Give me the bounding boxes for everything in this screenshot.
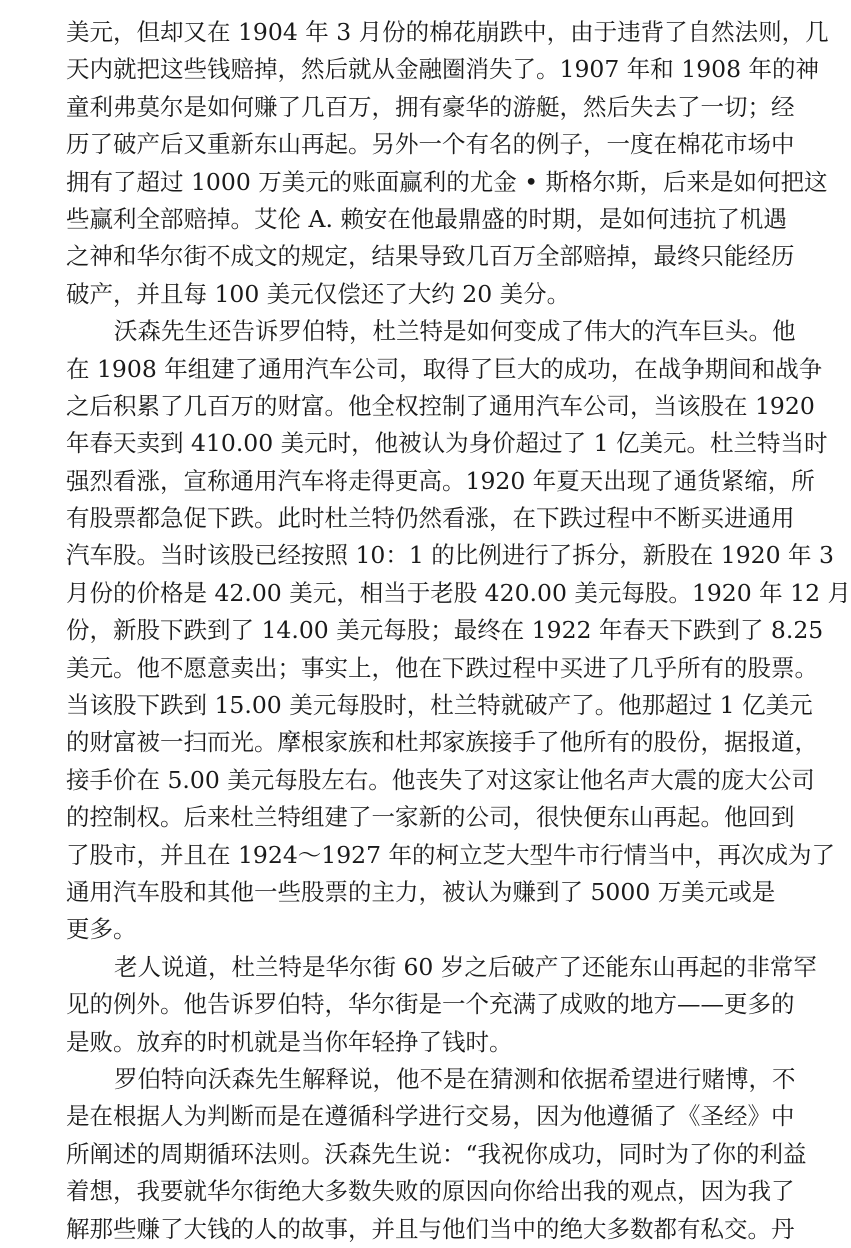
text-line: 当该股下跌到 15.00 美元每股时，杜兰特就破产了。他那超过 1 亿美元 [66,691,813,720]
text-line: 年春天卖到 410.00 美元时，他被认为身价超过了 1 亿美元。杜兰特当时 [66,429,828,458]
text-line: 沃森先生还告诉罗伯特，杜兰特是如何变成了伟大的汽车巨头。他 [114,317,796,346]
text-line: 更多。 [66,915,137,944]
text-line: 拥有了超过 1000 万美元的账面赢利的尤金 • 斯格尔斯，后来是如何把这 [66,167,828,196]
text-line: 在 1908 年组建了通用汽车公司，取得了巨大的成功，在战争期间和战争 [66,354,823,383]
text-line: 是败。放弃的时机就是当你年轻挣了钱时。 [66,1027,513,1056]
text-line: 些赢利全部赔掉。艾伦 A. 赖安在他最鼎盛的时期，是如何违抗了机遇 [66,204,787,233]
document-page [66,14,851,1248]
text-line: 是在根据人为判断而是在遵循科学进行交易，因为他遵循了《圣经》中 [66,1102,795,1131]
paragraph-2 [66,313,851,949]
text-line: 历了破产后又重新东山再起。另外一个有名的例子，一度在棉花市场中 [66,130,795,159]
text-line: 接手价在 5.00 美元每股左右。他丧失了对这家让他名声大震的庞大公司 [66,765,815,794]
paragraph-4 [66,1061,807,1248]
text-line: 通用汽车股和其他一些股票的主力，被认为赚到了 5000 万美元或是 [66,877,776,906]
text-line: 了股市，并且在 1924～1927 年的柯立芝大型牛市行情当中，再次成为了 [66,840,836,869]
paragraph-3 [66,949,817,1061]
text-line: 着想，我要就华尔街绝大多数失败的原因向你给出我的观点，因为我了 [66,1177,795,1206]
text-line: 解那些赚了大钱的人的故事，并且与他们当中的绝大多数都有私交。丹 [66,1214,795,1243]
text-line: 老人说道，杜兰特是华尔街 60 岁之后破产了还能东山再起的非常罕 [114,952,817,981]
text-line: 的财富被一扫而光。摩根家族和杜邦家族接手了他所有的股份，据报道， [66,728,818,757]
text-line: 之后积累了几百万的财富。他全权控制了通用汽车公司，当该股在 1920 [66,391,815,420]
text-line: 见的例外。他告诉罗伯特，华尔街是一个充满了成败的地方——更多的 [66,990,795,1019]
text-line: 之神和华尔街不成文的规定，结果导致几百万全部赔掉，最终只能经历 [66,242,795,271]
text-line: 破产，并且每 100 美元仅偿还了大约 20 美分。 [66,279,571,308]
text-line: 所阐述的周期循环法则。沃森先生说：“我祝你成功，同时为了你的利益 [66,1139,807,1168]
text-line: 有股票都急促下跌。此时杜兰特仍然看涨，在下跌过程中不断买进通用 [66,504,795,533]
paragraph-1 [66,14,829,313]
text-line: 强烈看涨，宣称通用汽车将走得更高。1920 年夏天出现了通货紧缩，所 [66,466,815,495]
text-line: 美元，但却又在 1904 年 3 月份的棉花崩跌中，由于违背了自然法则，几 [66,18,829,46]
text-line: 美元。他不愿意卖出；事实上，他在下跌过程中买进了几乎所有的股票。 [66,653,818,682]
text-line: 份，新股下跌到了 14.00 美元每股；最终在 1922 年春天下跌到了 8.25 [66,616,824,645]
text-line: 汽车股。当时该股已经按照 10：1 的比例进行了拆分，新股在 1920 年 3 [66,541,834,570]
text-line: 天内就把这些钱赔掉，然后就从金融圈消失了。1907 年和 1908 年的神 [66,55,820,84]
text-line: 的控制权。后来杜兰特组建了一家新的公司，很快便东山再起。他回到 [66,803,795,832]
text-line: 童利弗莫尔是如何赚了几百万，拥有豪华的游艇，然后失去了一切；经 [66,92,795,121]
text-line: 罗伯特向沃森先生解释说，他不是在猜测和依据希望进行赌博，不 [114,1064,796,1093]
text-line: 月份的价格是 42.00 美元，相当于老股 420.00 美元每股。1920 年 12 月 [66,578,851,607]
